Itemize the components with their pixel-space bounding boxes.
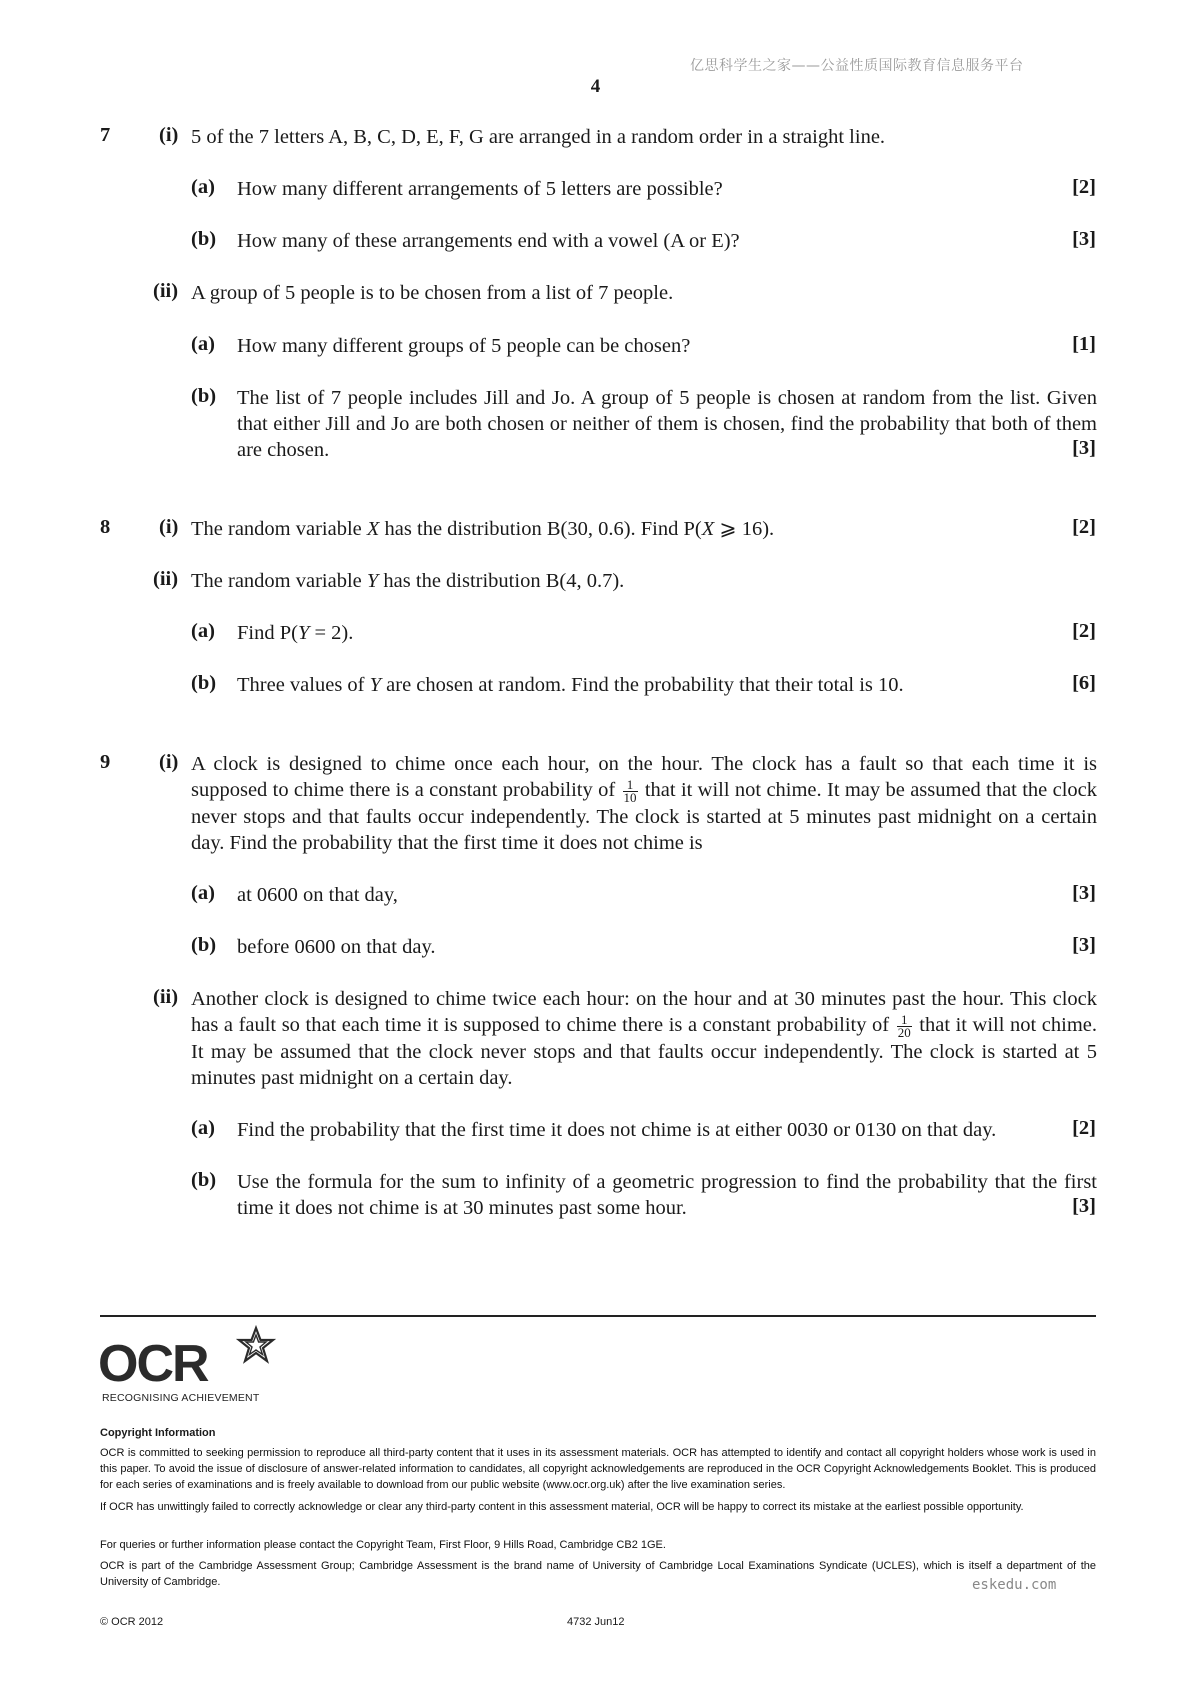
logo-tagline: RECOGNISING ACHIEVEMENT [102,1392,260,1404]
q8-ii-a-label: (a) [191,620,215,642]
q9-ii-label: (ii) [153,986,179,1008]
q8-i-label: (i) [159,516,179,538]
q9-ii-text: Another clock is designed to chime twice each hour: on the hour and at 30 minutes past the hour. This clock has a fault so that each time it is supposed to chime there is a constant probability of $\frac{1}{20}$ that it will not chime. It may be assumed that the clock never stops and that faults occur independently. The clock is started at 5 minutes past midnight on a certain day. [191,988,1097,1089]
copyright-paragraph-4: OCR is part of the Cambridge Assessment Group; Cambridge Assessment is the brand name of University of Cambridge Local Examinations Syndicate (UCLES), which is itself a department of the University of Cambridge. [100,1560,1096,1588]
question-8-number: 8 [100,516,111,538]
paper-code: 4732 Jun12 [567,1616,625,1628]
q9-i-b-mark: [3] [1072,934,1096,956]
header-watermark: 亿思科学生之家——公益性质国际教育信息服务平台 [690,58,1024,74]
q9-ii-b-mark: [3] [1072,1195,1096,1217]
q9-i-a-mark: [3] [1072,882,1096,904]
q9-i-text: A clock is designed to chime once each hour, on the hour. The clock has a fault so that each time it is supposed to chime there is a constant probability of $\frac{1}{10}$ that it will not chime. It may be assumed that the clock never stops and that faults occur independently. The clock is started at 5 minutes past midnight on a certain day. Find the probability that the first time it does not chime is [191,753,1097,854]
copyright-notice: © OCR 2012 [100,1616,164,1628]
q7-i-a-label: (a) [191,176,215,198]
q9-ii-a-text: Find the probability that the first time it does not chime is at either 0030 or 0130 on that day. [237,1119,997,1141]
q7-i-a-text: How many different arrangements of 5 letters are possible? [237,178,723,200]
q8-i-mark: [2] [1072,516,1096,538]
ocr-logo [98,1325,280,1385]
q8-i-text: The random variable X has the distribution B(30, 0.6). Find P(X ⩾ 16). [191,518,775,540]
q7-ii-b-label: (b) [191,385,217,407]
copyright-paragraph-3: For queries or further information please contact the Copyright Team, First Floor, 9 Hills Road, Cambridge CB2 1GE. [100,1539,666,1551]
q8-ii-label: (ii) [153,568,179,590]
q9-i-b-label: (b) [191,934,217,956]
q8-ii-b-label: (b) [191,672,217,694]
q8-ii-b-mark: [6] [1072,672,1096,694]
q9-i-a-text: at 0600 on that day, [237,884,398,906]
q7-i-b-mark: [3] [1072,228,1096,250]
copyright-paragraph-1: OCR is committed to seeking permission to reproduce all third-party content that it uses in its assessment materials. OCR has attempted to identify and contact all copyright holders whose work is used in this paper. To avoid the issue of disclosure of answer-related information to candidates, all copyright acknowledgements are reproduced in the OCR Copyright Acknowledgements Booklet. This is produced for each series of examinations and is freely available to download from our public website (www.ocr.org.uk) after the live examination series. [100,1447,1096,1491]
q9-i-b-text: before 0600 on that day. [237,936,436,958]
q8-ii-a-mark: [2] [1072,620,1096,642]
star-icon [239,1328,273,1361]
fraction-one-twentieth: $\frac{1}{20}$ [897,1011,911,1040]
q7-ii-label: (ii) [153,280,179,302]
q7-i-label: (i) [159,124,179,146]
q8-ii-text: The random variable Y has the distribution B(4, 0.7). [191,570,625,592]
q7-ii-text: A group of 5 people is to be chosen from a list of 7 people. [191,282,674,304]
q7-ii-a-label: (a) [191,333,215,355]
q9-ii-b-label: (b) [191,1169,217,1191]
q7-ii-b-mark: [3] [1072,437,1096,459]
site-watermark: eskedu.com [972,1577,1057,1593]
q9-ii-a-mark: [2] [1072,1117,1096,1139]
q8-ii-a-text: Find P(Y = 2). [237,622,354,644]
q9-i-label: (i) [159,751,179,773]
q7-ii-b-text: The list of 7 people includes Jill and Jo. A group of 5 people is chosen at random from the list. Given that either Jill and Jo are both chosen or neither of them is chosen, find the probability that both of them are chosen. [237,387,1097,461]
question-9-number: 9 [100,751,111,773]
q8-ii-b-text: Three values of Y are chosen at random. Find the probability that their total is 10. [237,674,904,696]
q9-i-a-label: (a) [191,882,215,904]
q7-i-b-text: How many of these arrangements end with a vowel (A or E)? [237,230,740,252]
copyright-paragraph-2: If OCR has unwittingly failed to correctly acknowledge or clear any third-party content in this assessment material, OCR will be happy to correct its mistake at the earliest possible opportunity. [100,1501,1024,1513]
footer-divider [100,1315,1096,1317]
q7-i-b-label: (b) [191,228,217,250]
page-number: 4 [590,76,601,97]
ocr-logo-text: OCR [98,1335,208,1385]
q7-i-a-mark: [2] [1072,176,1096,198]
q7-ii-a-mark: [1] [1072,333,1096,355]
question-7-number: 7 [100,124,111,146]
copyright-heading: Copyright Information [100,1427,216,1439]
q9-ii-a-label: (a) [191,1117,215,1139]
q7-ii-a-text: How many different groups of 5 people can be chosen? [237,335,691,357]
q9-ii-b-text: Use the formula for the sum to infinity of a geometric progression to find the probability that the first time it does not chime is at 30 minutes past some hour. [237,1171,1097,1219]
q7-i-text: 5 of the 7 letters A, B, C, D, E, F, G are arranged in a random order in a straight line. [191,126,886,148]
fraction-one-tenth: $\frac{1}{10}$ [623,776,637,805]
